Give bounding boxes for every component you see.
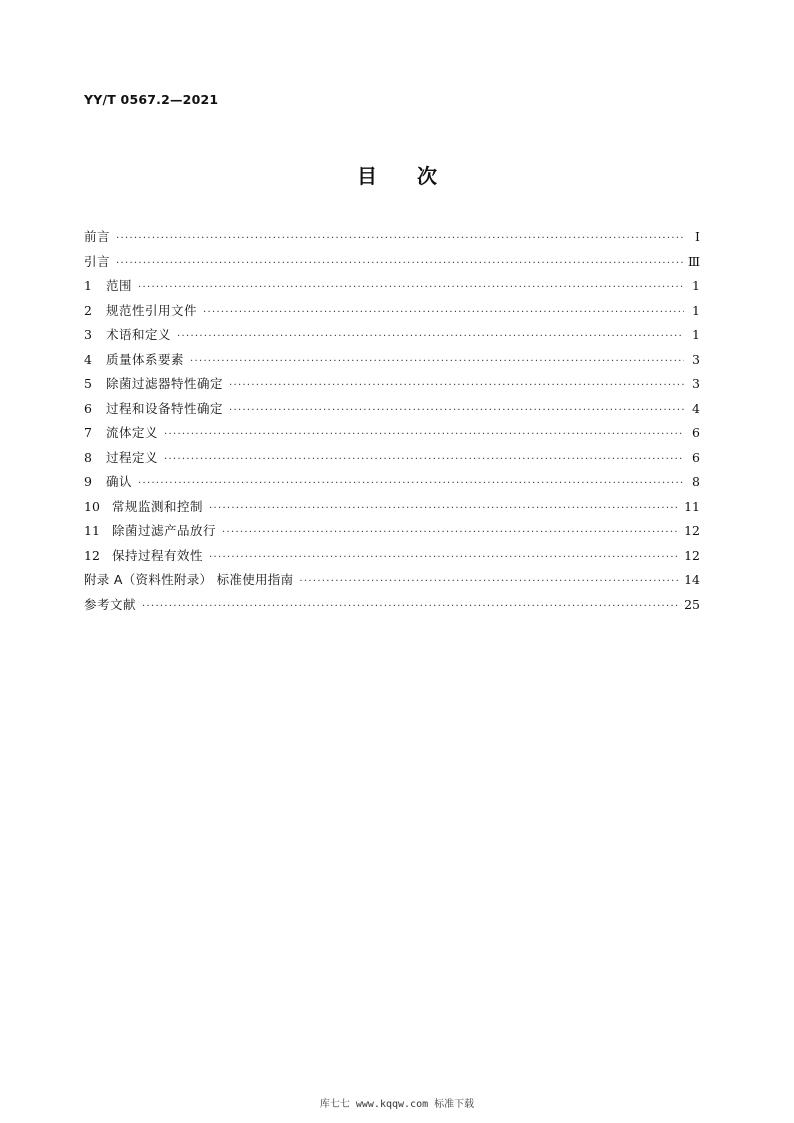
toc-entry-page: 6 bbox=[692, 449, 700, 465]
toc-entry-section-9[interactable] bbox=[84, 471, 700, 496]
toc-entry-label: 规范性引用文件 bbox=[106, 302, 198, 318]
toc-entry-number: 2 bbox=[84, 302, 92, 318]
toc-entry-section-3[interactable] bbox=[84, 324, 700, 349]
toc-entry-number: 1 bbox=[84, 278, 92, 293]
toc-entry-page: 4 bbox=[692, 400, 700, 416]
dot-leader bbox=[229, 400, 684, 422]
toc-entry-page: 12 bbox=[684, 547, 700, 563]
toc-entry-section-4[interactable] bbox=[84, 349, 700, 374]
toc-entry-foreword[interactable] bbox=[84, 226, 700, 251]
toc-entry-label: 附录 A（资料性附录） 标准使用指南 bbox=[84, 572, 294, 587]
toc-entry-label: 质量体系要素 bbox=[106, 351, 185, 367]
toc-entry-page: 1 bbox=[692, 278, 700, 293]
toc-entry-label: 除菌过滤器特性确定 bbox=[106, 376, 224, 391]
dot-leader bbox=[203, 302, 684, 324]
dot-leader bbox=[299, 571, 680, 593]
toc-entry-section-11[interactable] bbox=[84, 520, 700, 545]
toc-entry-label: 保持过程有效性 bbox=[112, 547, 204, 563]
standard-code: YY/T 0567.2—2021 bbox=[84, 92, 219, 107]
toc-entry-page: 25 bbox=[684, 596, 700, 612]
toc-entry-label: 前言 bbox=[84, 229, 111, 244]
dot-leader bbox=[164, 424, 684, 446]
toc-entry-page: 3 bbox=[692, 351, 700, 367]
toc-entry-page: Ⅰ bbox=[695, 229, 700, 244]
toc-entry-page: 1 bbox=[692, 302, 700, 318]
dot-leader bbox=[138, 473, 684, 495]
toc-entry-page: 12 bbox=[684, 523, 700, 538]
toc-entry-number: 4 bbox=[84, 351, 92, 367]
toc-entry-bibliography[interactable] bbox=[84, 594, 700, 619]
toc-entry-number: 5 bbox=[84, 376, 92, 391]
toc-entry-page: 1 bbox=[692, 327, 700, 342]
dot-leader bbox=[190, 351, 684, 373]
toc-entry-number: 7 bbox=[84, 425, 92, 440]
toc-entry-page: 6 bbox=[692, 425, 700, 440]
toc-entry-page: 14 bbox=[684, 572, 700, 587]
toc-entry-page: 11 bbox=[684, 498, 700, 514]
page-title bbox=[0, 160, 794, 189]
toc-entry-introduction[interactable] bbox=[84, 251, 700, 276]
toc-entry-label: 术语和定义 bbox=[106, 327, 172, 342]
dot-leader bbox=[209, 547, 680, 569]
dot-leader bbox=[116, 253, 684, 275]
toc-entry-annex-a[interactable] bbox=[84, 569, 700, 594]
dot-leader bbox=[142, 596, 680, 618]
toc-entry-label: 常规监测和控制 bbox=[112, 498, 204, 514]
toc-entry-section-2[interactable] bbox=[84, 300, 700, 325]
toc-entry-section-10[interactable] bbox=[84, 496, 700, 521]
toc-entry-number: 11 bbox=[84, 523, 100, 538]
toc-entry-label: 过程定义 bbox=[106, 449, 159, 465]
dot-leader bbox=[164, 449, 684, 471]
toc-entry-number: 9 bbox=[84, 474, 92, 489]
toc-entry-page: 3 bbox=[692, 376, 700, 391]
toc-entry-label: 确认 bbox=[106, 474, 133, 489]
toc-entry-number: 6 bbox=[84, 400, 92, 416]
toc-entry-page: 8 bbox=[692, 474, 700, 489]
toc-entry-label: 过程和设备特性确定 bbox=[106, 400, 224, 416]
toc-entry-section-7[interactable] bbox=[84, 422, 700, 447]
dot-leader bbox=[177, 326, 684, 348]
toc-entry-section-6[interactable] bbox=[84, 398, 700, 423]
toc-entry-number: 8 bbox=[84, 449, 92, 465]
toc-entry-page: Ⅲ bbox=[687, 253, 700, 269]
title-char-2: 次 bbox=[417, 164, 437, 188]
toc-entry-label: 范围 bbox=[106, 278, 133, 293]
toc-entry-number: 12 bbox=[84, 547, 100, 563]
dot-leader bbox=[138, 277, 684, 299]
toc-entry-number: 3 bbox=[84, 327, 92, 342]
toc-entry-section-12[interactable] bbox=[84, 545, 700, 570]
footer-watermark: 库七七 www.kqqw.com 标准下载 bbox=[319, 1099, 475, 1110]
toc-entry-label: 除菌过滤产品放行 bbox=[112, 523, 217, 538]
dot-leader bbox=[209, 498, 680, 520]
toc-entry-label: 参考文献 bbox=[84, 596, 137, 612]
table-of-contents bbox=[84, 226, 700, 618]
dot-leader bbox=[229, 375, 684, 397]
toc-entry-section-5[interactable] bbox=[84, 373, 700, 398]
toc-entry-label: 流体定义 bbox=[106, 425, 159, 440]
title-char-1: 目 bbox=[357, 164, 377, 188]
toc-entry-label: 引言 bbox=[84, 253, 111, 269]
dot-leader bbox=[116, 228, 684, 250]
toc-entry-section-8[interactable] bbox=[84, 447, 700, 472]
toc-entry-number: 10 bbox=[84, 498, 100, 514]
toc-entry-section-1[interactable] bbox=[84, 275, 700, 300]
dot-leader bbox=[222, 522, 680, 544]
